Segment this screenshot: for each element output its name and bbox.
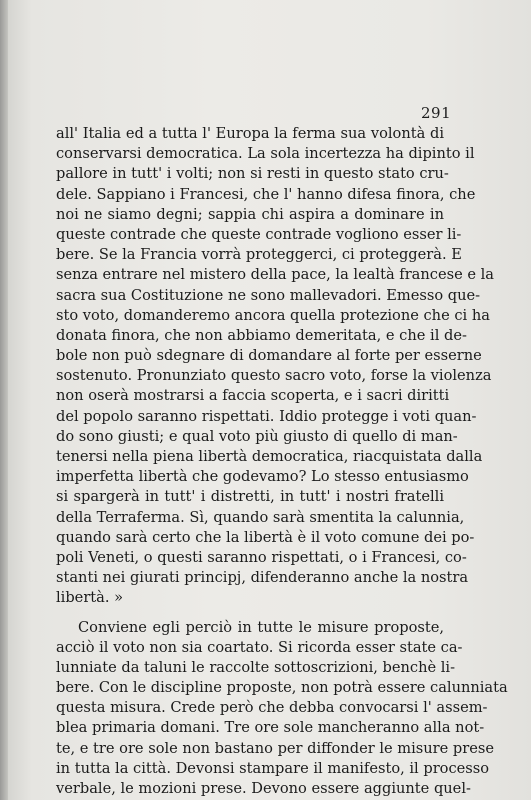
text-line: poli Veneti, o questi saranno rispettati, o i Francesi, co- [56,548,467,566]
text-line: Conviene egli perciò in tutte le misure proposte, [78,618,444,636]
text-line: si spargerà in tutt' i distretti, in tutt' i nostri fratelli [56,488,444,506]
page-number: 291 [421,104,452,122]
text-line: in tutta la città. Devonsi stampare il manifesto, il processo [56,759,490,777]
text-line: conservarsi democratica. La sola incertezza ha dipinto il [56,145,475,163]
text-line: non oserà mostrarsi a faccia scoperta, e i sacri diritti [56,387,450,405]
text-line: dele. Sappiano i Francesi, che l' hanno difesa finora, che [56,185,476,203]
text-line: blea primaria domani. Tre ore sole mancheranno alla not- [56,719,485,737]
paragraph [56,124,494,609]
text-line: imperfetta libertà che godevamo? Lo stesso entusiasmo [56,468,469,486]
text-line: stanti nei giurati principj, difenderanno anche la nostra [56,569,469,587]
text-line: bole non può sdegnare di domandare al forte per esserne [56,347,482,365]
text-line: lunniate da taluni le raccolte sottoscrizioni, benchè li- [56,658,456,676]
text-line: bere. Se la Francia vorrà proteggerci, ci proteggerà. E [56,246,462,264]
text-line: bere. Con le discipline proposte, non potrà essere calunniata [56,679,508,697]
text-line: acciò il voto non sia coartato. Si ricorda esser state ca- [56,638,463,656]
text-line: te, e tre ore sole non bastano per diffonder le misure prese [56,739,494,757]
text-line: del popolo saranno rispettati. Iddio protegge i voti quan- [56,407,477,425]
text-line: noi ne siamo degni; sappia chi aspira a dominare in [56,205,444,223]
text-line: questa misura. Crede però che debba convocarsi l' assem- [56,699,488,717]
text-line: verbale, le mozioni prese. Devono essere aggiunte quel- [56,780,471,797]
paragraph-gap [56,609,444,618]
text-line: libertà. » [56,589,124,607]
text-line: quando sarà certo che la libertà è il voto comune dei po- [56,528,475,546]
text-line: sacra sua Costituzione ne sono mallevadori. Emesso que- [56,286,481,304]
text-line: pallore in tutt' i volti; non si resti in questo stato cru- [56,165,449,183]
text-line: tenersi nella piena libertà democratica, riacquistata dalla [56,448,483,465]
text-line: sostenuto. Pronunziato questo sacro voto, forse la violenza [56,367,492,385]
text-line: senza entrare nel mistero della pace, la lealtà francese e la [56,266,494,284]
body-text [56,124,508,799]
text-line: all' Italia ed a tutta l' Europa la ferma sua volontà di [56,125,444,142]
text-line: donata finora, che non abbiamo demeritata, e che il de- [56,326,467,344]
paragraph [56,618,508,800]
text-line: sto voto, domanderemo ancora quella protezione che ci ha [56,306,490,324]
text-line: do sono giusti; e qual voto più giusto di quello di man- [56,427,458,445]
text-line: della Terraferma. Sì, quando sarà smentita la calunnia, [56,508,465,526]
text-line: queste contrade che queste contrade vogliono esser li- [56,225,462,243]
page-left-edge-shadow [0,0,8,800]
